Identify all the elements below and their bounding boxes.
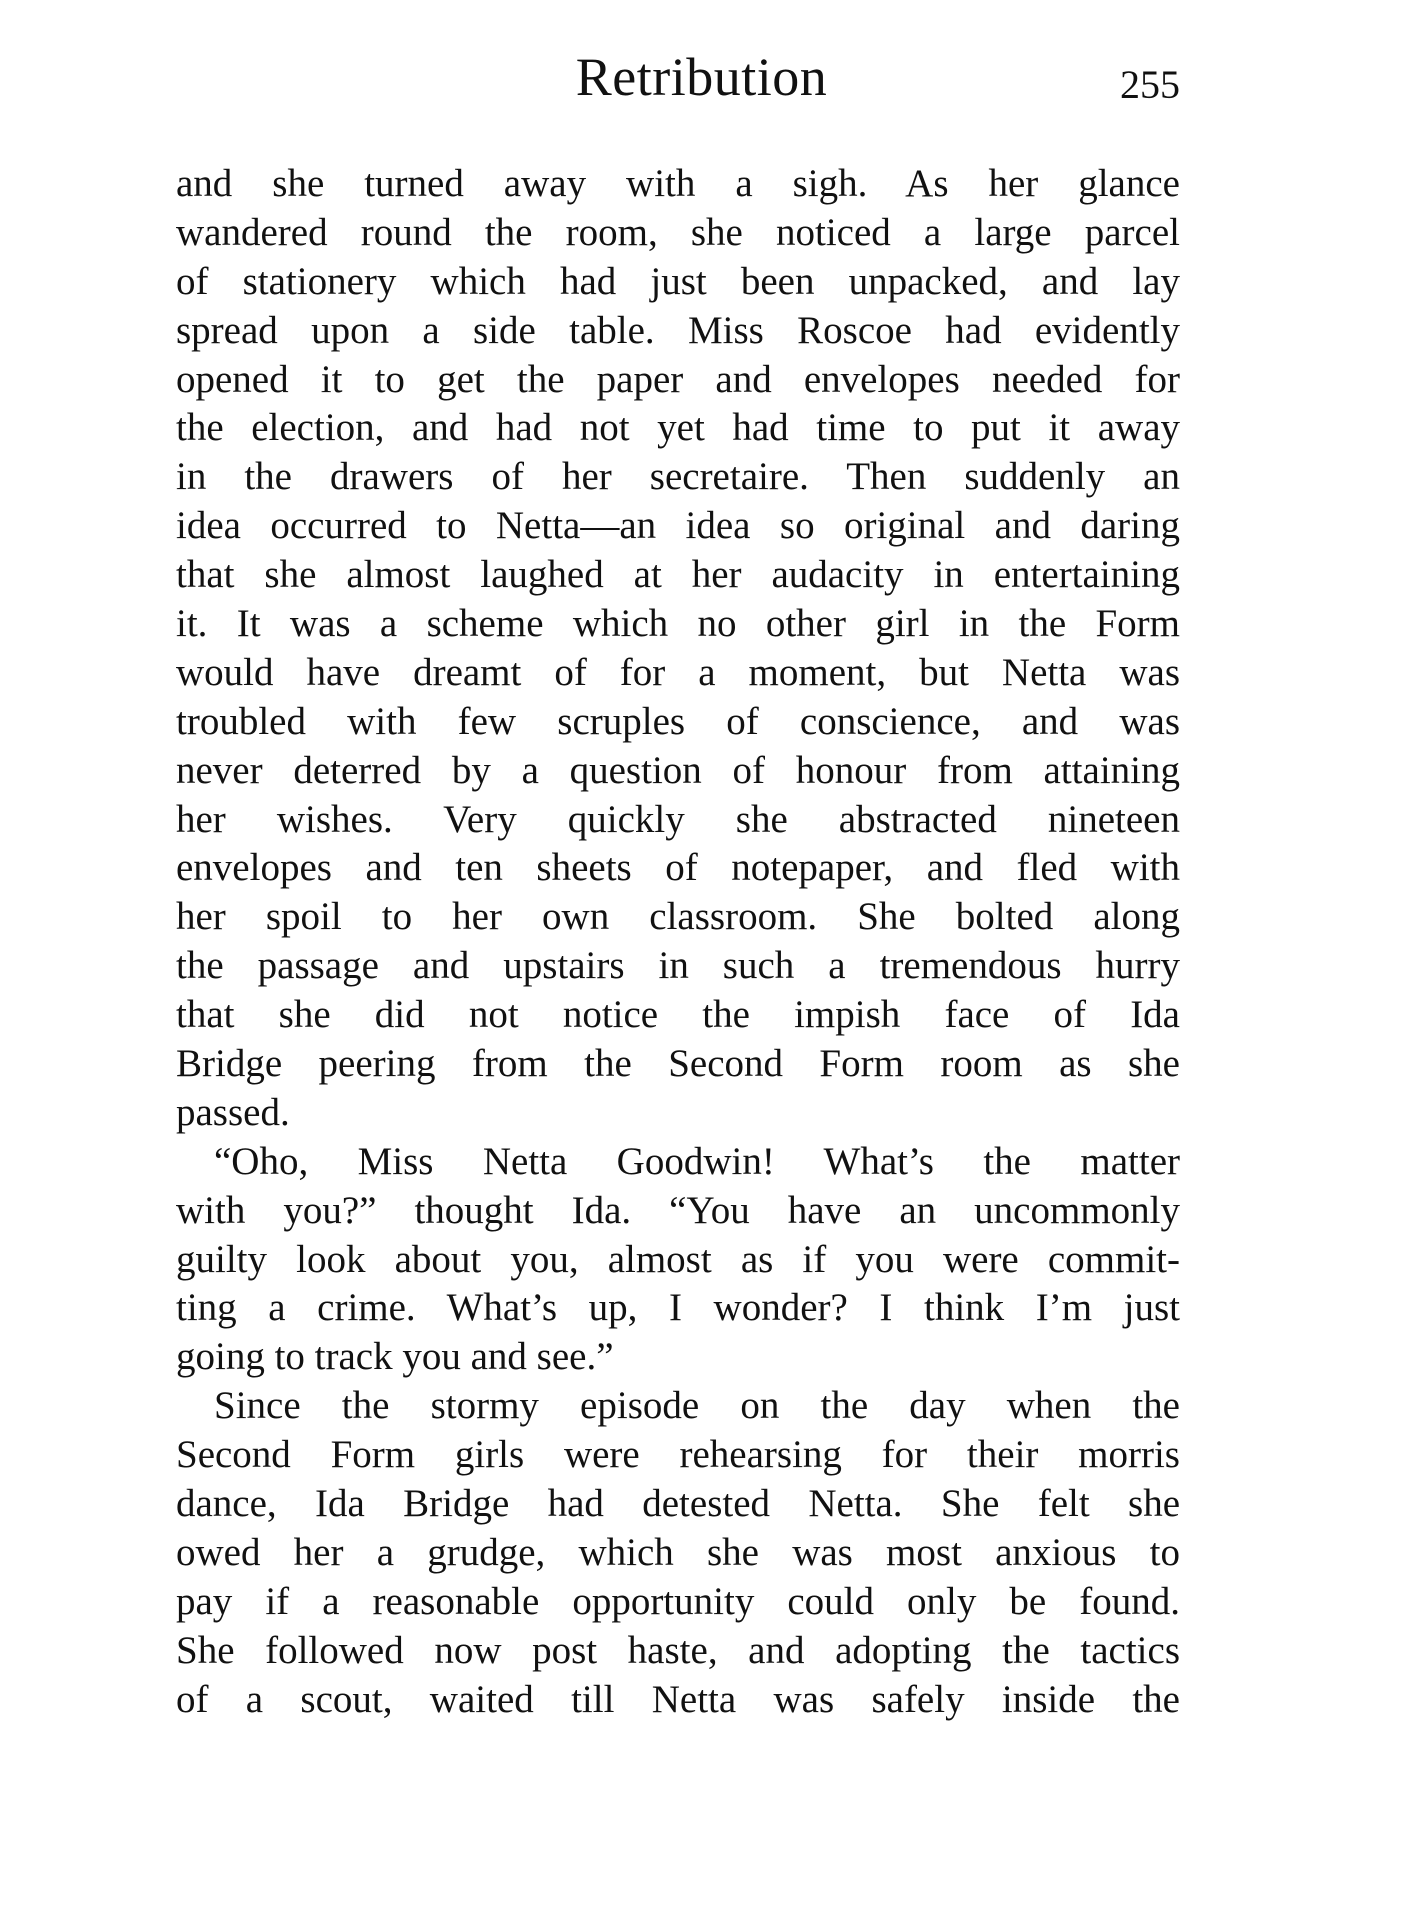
- text-line: [176, 991, 1180, 1040]
- text-line-content: never deterred by a question of honour from attaining: [176, 748, 1180, 792]
- text-line-content: “Oho, Miss Netta Goodwin! What’s the matter: [214, 1139, 1180, 1183]
- text-line-content: and she turned away with a sigh. As her glance: [176, 162, 1180, 205]
- text-line-content: Second Form girls were rehearsing for their morris: [176, 1433, 1180, 1477]
- text-line-content: in the drawers of her secretaire. Then suddenly an: [176, 455, 1180, 499]
- text-line-content: her wishes. Very quickly she abstracted nineteen: [176, 797, 1180, 841]
- text-line-content: ting a crime. What’s up, I wonder? I think I’m just: [176, 1286, 1180, 1330]
- text-line: [176, 1480, 1180, 1529]
- text-line: [176, 1138, 1180, 1187]
- text-line-content: idea occurred to Netta—an idea so original and daring: [176, 504, 1180, 548]
- text-line-content: wandered round the room, she noticed a large parcel: [176, 210, 1180, 254]
- text-line-content: going to track you and see.”: [176, 1335, 614, 1379]
- text-line: [176, 307, 1180, 356]
- text-line: [176, 1040, 1180, 1089]
- text-line: [176, 1529, 1180, 1578]
- text-line: [176, 942, 1180, 991]
- page-body-text: [176, 160, 1180, 1725]
- text-line-content: spread upon a side table. Miss Roscoe had evidently: [176, 308, 1180, 352]
- text-line: [176, 404, 1180, 453]
- text-line-content: of stationery which had just been unpacked, and lay: [176, 259, 1180, 303]
- text-line: [176, 551, 1180, 600]
- running-header: [0, 42, 1403, 112]
- text-line: [176, 1578, 1180, 1627]
- text-line-content: envelopes and ten sheets of notepaper, and fled with: [176, 846, 1180, 890]
- text-line-content: the election, and had not yet had time to put it away: [176, 406, 1180, 450]
- text-line-content: passed.: [176, 1090, 290, 1134]
- text-line: [176, 1089, 1180, 1138]
- text-line: [176, 747, 1180, 796]
- text-line-content: with you?” thought Ida. “You have an uncommonly: [176, 1188, 1180, 1232]
- text-line: [176, 1431, 1180, 1480]
- text-line-content: would have dreamt of for a moment, but Netta was: [176, 650, 1180, 694]
- text-line: [176, 600, 1180, 649]
- text-line-content: of a scout, waited till Netta was safely inside the: [176, 1677, 1180, 1721]
- chapter-title: Retribution: [575, 47, 828, 107]
- text-line: [176, 1284, 1180, 1333]
- text-line-content: owed her a grudge, which she was most anxious to: [176, 1530, 1180, 1574]
- text-line: [176, 1676, 1180, 1725]
- text-line-content: She followed now post haste, and adopting the tactics: [176, 1628, 1180, 1672]
- text-line-content: opened it to get the paper and envelopes needed for: [176, 357, 1180, 401]
- text-line: [176, 796, 1180, 845]
- text-line-content: that she did not notice the impish face of Ida: [176, 993, 1180, 1037]
- text-line-content: her spoil to her own classroom. She bolted along: [176, 895, 1180, 939]
- text-line-content: that she almost laughed at her audacity in entertaining: [176, 553, 1180, 597]
- text-line: [176, 502, 1180, 551]
- text-line: [176, 893, 1180, 942]
- text-line-content: Since the stormy episode on the day when the: [214, 1384, 1180, 1428]
- text-line-content: pay if a reasonable opportunity could only be found.: [176, 1579, 1180, 1623]
- text-line: [176, 453, 1180, 502]
- text-line: [176, 160, 1180, 209]
- text-line: [176, 258, 1180, 307]
- page-number: 255: [1120, 62, 1180, 107]
- text-line-content: Bridge peering from the Second Form room as she: [176, 1042, 1180, 1086]
- text-line: [176, 698, 1180, 747]
- text-line: [176, 844, 1180, 893]
- text-line-content: it. It was a scheme which no other girl in the Form: [176, 602, 1180, 646]
- text-line-content: the passage and upstairs in such a tremendous hurry: [176, 944, 1180, 988]
- text-line: [176, 649, 1180, 698]
- text-line-content: guilty look about you, almost as if you were commit-: [176, 1237, 1180, 1281]
- text-line: [176, 1333, 1180, 1382]
- text-line-content: troubled with few scruples of conscience, and was: [176, 699, 1180, 743]
- text-line: [176, 1236, 1180, 1285]
- text-line: [176, 1187, 1180, 1236]
- text-line: [176, 1382, 1180, 1431]
- text-line: [176, 209, 1180, 258]
- text-line-content: dance, Ida Bridge had detested Netta. She felt she: [176, 1482, 1180, 1526]
- text-line: [176, 1627, 1180, 1676]
- text-line: [176, 356, 1180, 405]
